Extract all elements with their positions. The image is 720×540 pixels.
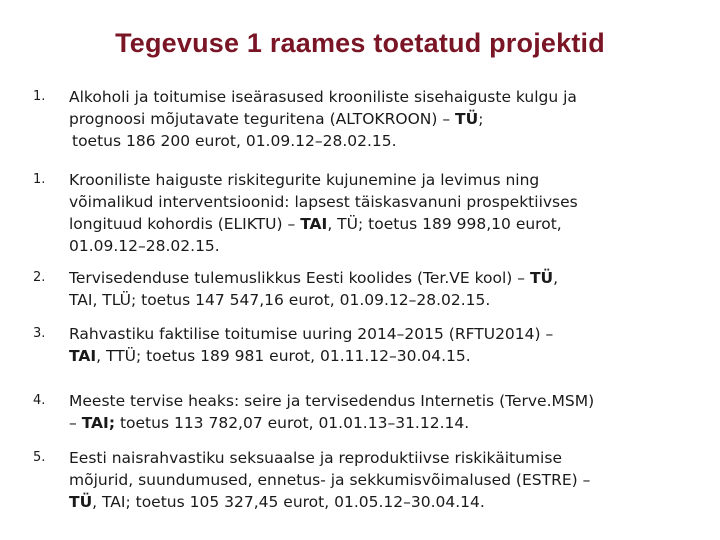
item-text-line: [69, 469, 694, 491]
text-segment: Eesti naisrahvastiku seksuaalse ja reproduktiivse riskikäitumise: [69, 449, 562, 467]
item-text-line: [69, 323, 694, 345]
bold-institution: TAI: [69, 347, 97, 365]
text-segment: Rahvastiku faktilise toitumise uuring 2014–2015 (RFTU2014) –: [69, 325, 554, 343]
text-segment: longituud kohordis (ELIKTU) –: [69, 215, 301, 233]
item-text-line: [69, 130, 694, 152]
item-text: [69, 390, 694, 434]
bold-institution: TÜ: [529, 269, 554, 287]
text-segment: Meeste tervise heaks: seire ja tervisedendus Internetis (Terve.MSM): [69, 392, 595, 410]
item-text-line: [69, 86, 694, 108]
item-number: 3.: [33, 326, 46, 341]
item-text-line: [69, 267, 694, 289]
bold-institution: TAI;: [81, 414, 116, 432]
item-text-line: [69, 108, 694, 130]
item-number: 5.: [33, 450, 46, 465]
text-segment: , TAI; toetus 105 327,45 eurot, 01.05.12–30.04.14.: [92, 493, 485, 511]
text-segment: toetus 186 200 eurot, 01.09.12–28.02.15.: [72, 132, 397, 150]
text-segment: Alkoholi ja toitumise iseärasused krooniliste sisehaiguste kulgu ja: [69, 88, 577, 106]
item-text-line: [69, 412, 694, 434]
text-segment: TAI, TLÜ; toetus 147 547,16 eurot, 01.09.12–28.02.15.: [69, 291, 491, 309]
item-text-line: [69, 345, 694, 367]
item-text: [69, 86, 694, 152]
text-segment: ;: [478, 110, 484, 128]
item-text-line: [69, 191, 694, 213]
item-text-line: [69, 447, 694, 469]
item-number: 4.: [33, 393, 46, 408]
bold-institution: TAI: [300, 215, 328, 233]
text-segment: võimalikud interventsioonid: lapsest täiskasvanuni prospektiivses: [69, 193, 578, 211]
text-segment: –: [69, 414, 82, 432]
item-text-line: [69, 169, 694, 191]
item-text: [69, 323, 694, 367]
bold-institution: TÜ: [455, 110, 479, 128]
text-segment: 01.09.12–28.02.15.: [69, 237, 220, 255]
text-segment: , TTÜ; toetus 189 981 eurot, 01.11.12–30.04.15.: [96, 347, 471, 365]
item-number: 1.: [33, 89, 46, 104]
text-segment: Tervisedenduse tulemuslikkus Eesti koolides (Ter.VE kool) –: [69, 269, 530, 287]
item-text-line: [69, 213, 694, 235]
item-text-line: [69, 390, 694, 412]
text-segment: Krooniliste haiguste riskitegurite kujunemine ja levimus ning: [69, 171, 540, 189]
text-segment: , TÜ; toetus 189 998,10 eurot,: [327, 215, 562, 233]
item-text-line: [69, 235, 694, 257]
item-number: 1.: [33, 172, 46, 187]
slide-title: Tegevuse 1 raames toetatud projektid: [115, 28, 605, 58]
item-number: 2.: [33, 270, 46, 285]
text-segment: prognoosi mõjutavate teguritena (ALTOKROON) –: [69, 110, 456, 128]
item-text: [69, 447, 694, 513]
bold-institution: TÜ: [69, 493, 93, 511]
text-segment: toetus 113 782,07 eurot, 01.01.13–31.12.14.: [115, 414, 470, 432]
item-text-line: [69, 289, 694, 311]
item-text: [69, 267, 694, 311]
text-segment: ,: [553, 269, 559, 287]
text-segment: mõjurid, suundumused, ennetus- ja sekkumisvõimalused (ESTRE) –: [69, 471, 591, 489]
item-text-line: [69, 491, 694, 513]
item-text: [69, 169, 694, 257]
